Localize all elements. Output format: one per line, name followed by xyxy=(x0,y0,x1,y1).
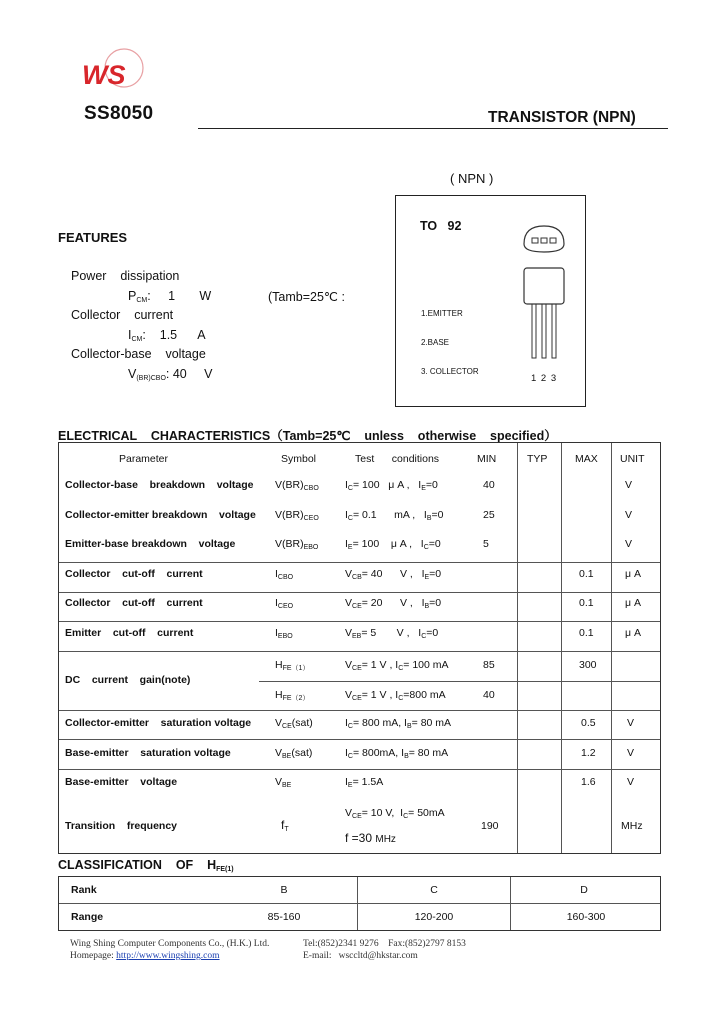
ec-unit: V xyxy=(627,776,635,788)
ec-symbol: $V(BR)_{CBO}$ xyxy=(275,479,319,492)
logo-text: WS xyxy=(82,60,126,90)
electrical-table xyxy=(58,442,661,854)
pcm-rating: $P_{CM}$: 1 W xyxy=(128,289,212,304)
footer-company: Wing Shing Computer Components Co., (H.K.) Ltd. xyxy=(70,939,270,949)
col-header-typ: TYP xyxy=(527,453,548,465)
ec-param: Base-emitter voltage xyxy=(65,776,178,788)
dc-gain-min-2: 40 xyxy=(483,689,495,701)
classification-heading: CLASSIFICATION OF $H_{FE(1)}$ xyxy=(58,858,234,873)
range-c: 120-200 xyxy=(414,911,454,923)
dc-gain-symbol-1: $H_{FE(1)}$ xyxy=(275,659,310,672)
features-heading: FEATURES xyxy=(58,230,128,245)
company-logo xyxy=(80,46,146,98)
ec-min: 40 xyxy=(483,479,495,491)
ec-min: 25 xyxy=(483,509,495,521)
ec-unit: V xyxy=(625,479,633,491)
ec-max: 0.1 xyxy=(579,568,594,580)
ec-param: Collector-emitter breakdown voltage xyxy=(65,509,256,521)
range-label: Range xyxy=(71,911,104,923)
ec-max: 0.5 xyxy=(581,717,596,729)
ec-test-conditions: $I_C= 800$ mA, $I_B= 80$ mA xyxy=(345,717,452,730)
ec-test-conditions: $V_{CE}= 20$ V , $I_B=0$ xyxy=(345,597,442,610)
transition-frequency-symbol: $f_T$ xyxy=(281,818,289,833)
footer-homepage: Homepage: http://www.wingshing.com xyxy=(70,951,220,961)
dc-gain-param: DC current gain(note) xyxy=(65,674,191,686)
transition-frequency-test-2: f =30 MHz xyxy=(345,831,396,845)
classification-table xyxy=(58,876,661,931)
ec-unit: V xyxy=(625,538,633,550)
ec-unit: μ A xyxy=(625,568,641,580)
ec-test-conditions: $V_{EB}= 5$ V , $I_C=0$ xyxy=(345,627,439,640)
ec-max: 0.1 xyxy=(579,597,594,609)
footer-tel-fax: Tel:(852)2341 9276 Fax:(852)2797 8153 xyxy=(303,939,466,949)
ec-symbol: $I_{CEO}$ xyxy=(275,597,294,610)
ec-max: 0.1 xyxy=(579,627,594,639)
ec-param: Collector-emitter saturation voltage xyxy=(65,717,252,729)
pin-label-base: 2.BASE xyxy=(421,338,450,347)
ec-unit: V xyxy=(625,509,633,521)
ec-param: Emitter-base breakdown voltage xyxy=(65,538,236,550)
ec-symbol: $V(BR)_{CEO}$ xyxy=(275,509,319,522)
ec-symbol: $V(BR)_{EBO}$ xyxy=(275,538,319,551)
icm-rating: $I_{CM}$: 1.5 A xyxy=(128,328,206,343)
transition-frequency-min: 190 xyxy=(481,820,499,832)
transition-frequency-param: Transition frequency xyxy=(65,820,178,832)
pin-numbers: 1 2 3 xyxy=(531,373,558,384)
ec-unit: μ A xyxy=(625,627,641,639)
rank-b: B xyxy=(280,884,288,896)
vcbo-rating: $V_{(BR)CBO}$: 40 V xyxy=(128,367,213,382)
document-title: TRANSISTOR (NPN) xyxy=(488,109,636,126)
ec-param: Base-emitter saturation voltage xyxy=(65,747,231,759)
ec-unit: μ A xyxy=(625,597,641,609)
ec-test-conditions: $I_C= 800mA$, $I_B= 80$ mA xyxy=(345,747,449,760)
pcm-condition: (Tamb=25℃ : xyxy=(268,290,345,304)
col-header-parameter: Parameter xyxy=(119,453,169,465)
dc-gain-test-2: $V_{CE}= 1$ V , $I_C=800$ mA xyxy=(345,689,446,702)
ec-unit: V xyxy=(627,717,635,729)
transition-frequency-unit: MHz xyxy=(621,820,643,832)
collector-current-label: Collector current xyxy=(71,308,174,322)
range-b: 85-160 xyxy=(267,911,301,923)
ec-symbol: $I_{CBO}$ xyxy=(275,568,294,581)
ec-test-conditions: $I_C= 0.1$ mA , $I_B=0$ xyxy=(345,509,444,522)
ec-unit: V xyxy=(627,747,635,759)
ec-symbol: $V_{BE}$ xyxy=(275,776,292,789)
transition-frequency-test-1: $V_{CE}= 10$ V, $I_C= 50mA$ xyxy=(345,807,445,820)
ec-test-conditions: $I_C= 100$ μ A , $I_E=0$ xyxy=(345,479,438,492)
ec-param: Collector-base breakdown voltage xyxy=(65,479,254,491)
rank-d: D xyxy=(580,884,588,896)
to92-package-icon xyxy=(518,222,570,362)
ec-test-conditions: $I_E= 100$ μ A , $I_C=0$ xyxy=(345,538,441,551)
dc-gain-min-1: 85 xyxy=(483,659,495,671)
ec-test-conditions: $I_E= 1.5A$ xyxy=(345,776,384,789)
dc-gain-max-1: 300 xyxy=(579,659,597,671)
ec-param: Emitter cut-off current xyxy=(65,627,194,639)
ec-param: Collector cut-off current xyxy=(65,568,203,580)
electrical-characteristics-heading: ELECTRICAL CHARACTERISTICS（Tamb=25℃ unless otherwise specified） xyxy=(58,429,557,443)
power-dissipation-label: Power dissipation xyxy=(71,269,180,283)
ec-max: 1.2 xyxy=(581,747,596,759)
ec-param: Collector cut-off current xyxy=(65,597,203,609)
range-d: 160-300 xyxy=(566,911,606,923)
package-name: TO 92 xyxy=(420,219,462,233)
dc-gain-symbol-2: $H_{FE(2)}$ xyxy=(275,689,310,702)
ec-symbol: $V_{CE}(sat)$ xyxy=(275,717,313,730)
ec-test-conditions: $V_{CB}= 40$ V , $I_E=0$ xyxy=(345,568,442,581)
col-header-test-conditions: Test conditions xyxy=(355,453,440,465)
col-header-max: MAX xyxy=(575,453,598,465)
col-header-unit: UNIT xyxy=(620,453,645,465)
package-caption: ( NPN ) xyxy=(450,171,494,186)
ec-max: 1.6 xyxy=(581,776,596,788)
collector-base-voltage-label: Collector-base voltage xyxy=(71,347,206,361)
pin-label-emitter: 1.EMITTER xyxy=(421,309,463,318)
col-header-symbol: Symbol xyxy=(281,453,317,465)
homepage-link[interactable]: http://www.wingshing.com xyxy=(116,951,220,961)
ec-symbol: $I_{EBO}$ xyxy=(275,627,293,640)
col-header-min: MIN xyxy=(477,453,497,465)
header-rule xyxy=(198,128,668,129)
ec-symbol: $V_{BE}(sat)$ xyxy=(275,747,313,760)
ec-min: 5 xyxy=(483,538,489,550)
part-number: SS8050 xyxy=(84,103,154,124)
dc-gain-test-1: $V_{CE}= 1$ V , $I_C= 100$ mA xyxy=(345,659,449,672)
rank-c: C xyxy=(430,884,438,896)
pin-label-collector: 3. COLLECTOR xyxy=(421,367,479,376)
footer-email: E-mail: wsccltd@hkstar.com xyxy=(303,951,418,961)
rank-label: Rank xyxy=(71,884,97,896)
